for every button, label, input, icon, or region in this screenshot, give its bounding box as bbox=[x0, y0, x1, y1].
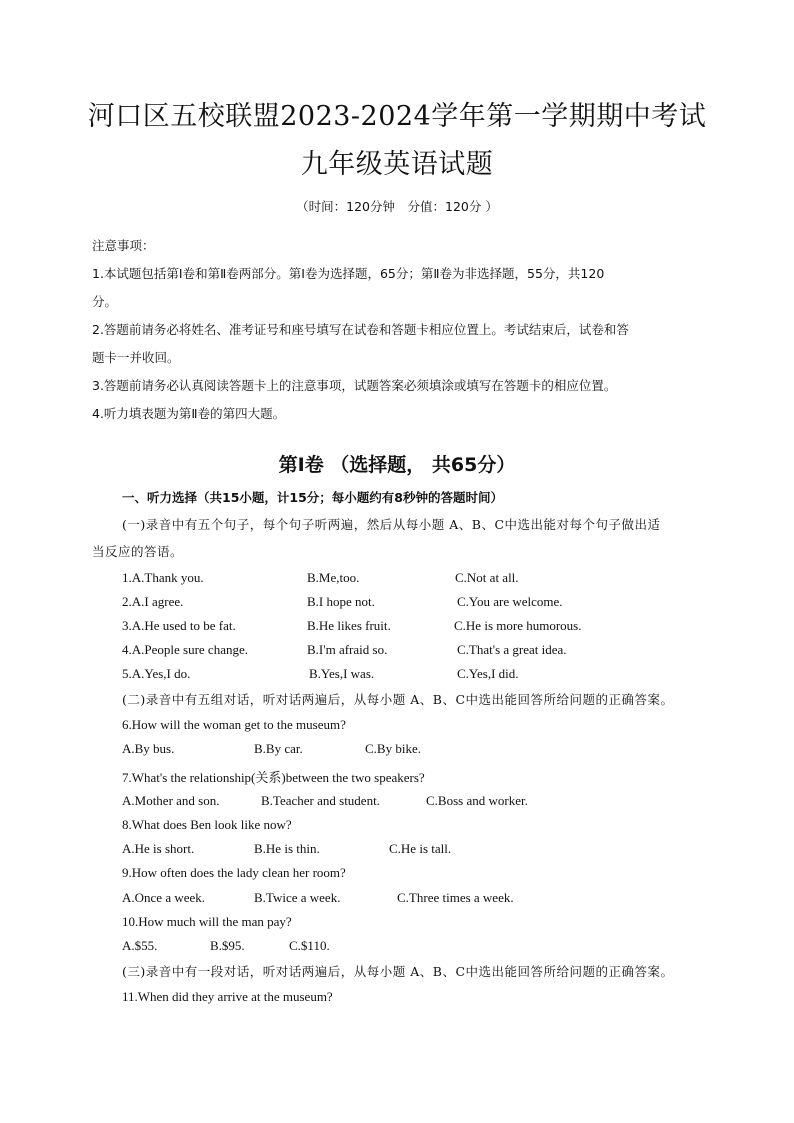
sub-2-instruction: (二)录音中有五组对话，听对话两遍后，从每小题 A、B、C中选出能回答所给问题的正确答案。 bbox=[122, 692, 674, 707]
exam-subtitle: 九年级英语试题 bbox=[300, 149, 494, 180]
note-1: 1.本试题包括第Ⅰ卷和第Ⅱ卷两部分。第Ⅰ卷为选择题，65分；第Ⅱ卷为非选择题，55分，共120 bbox=[92, 266, 605, 281]
q11-stem: 11.When did they arrive at the museum? bbox=[122, 989, 333, 1004]
q10-stem: 10.How much will the man pay? bbox=[122, 914, 292, 929]
q8-stem: 8.What does Ben look like now? bbox=[122, 817, 292, 832]
q10-option-c: C.$110. bbox=[289, 938, 330, 953]
q3-option-c: C.He is more humorous. bbox=[454, 618, 582, 633]
q8-option-b: B.He is thin. bbox=[254, 841, 320, 856]
note-4: 4.听力填表题为第Ⅱ卷的第四大题。 bbox=[92, 406, 286, 421]
q9-option-a: A.Once a week. bbox=[122, 890, 206, 905]
q4-option-b: B.I'm afraid so. bbox=[307, 642, 388, 657]
q9-stem: 9.How often does the lady clean her room? bbox=[122, 865, 346, 880]
q6-option-a: A.By bus. bbox=[122, 741, 175, 756]
q1-option-c: C.Not at all. bbox=[455, 570, 519, 585]
q8-option-c: C.He is tall. bbox=[389, 841, 452, 856]
exam-title: 河口区五校联盟2023-2024学年第一学期期中考试 bbox=[87, 101, 707, 132]
q4-option-a: 4.A.People sure change. bbox=[122, 642, 248, 657]
q2-option-a: 2.A.I agree. bbox=[122, 594, 184, 609]
q5-option-a: 5.A.Yes,I do. bbox=[122, 666, 191, 681]
q3-option-a: 3.A.He used to be fat. bbox=[122, 618, 236, 633]
notes-heading: 注意事项： bbox=[92, 238, 155, 253]
sub-3-instruction: (三)录音中有一段对话，听对话两遍后，从每小题 A、B、C中选出能回答所给问题的正确答案。 bbox=[122, 964, 674, 979]
q7-option-b: B.Teacher and student. bbox=[261, 793, 380, 808]
q7-option-c: C.Boss and worker. bbox=[426, 793, 528, 808]
section-1-title: 第Ⅰ卷 （选择题， 共65分） bbox=[278, 454, 516, 476]
sub-1-instruction: (一)录音中有五个句子，每个句子听两遍，然后从每小题 A、B、C中选出能对每个句子做出适 bbox=[122, 517, 661, 532]
q10-option-b: B.$95. bbox=[210, 938, 245, 953]
q2-option-c: C.You are welcome. bbox=[457, 594, 563, 609]
note-2-cont: 题卡一并收回。 bbox=[92, 350, 180, 365]
note-1-cont: 分。 bbox=[92, 294, 118, 309]
q7-option-a: A.Mother and son. bbox=[122, 793, 220, 808]
part-1-heading: 一、听力选择（共15小题，计15分；每小题约有8秒钟的答题时间） bbox=[122, 490, 503, 505]
note-3: 3.答题前请务必认真阅读答题卡上的注意事项，试题答案必须填涂或填写在答题卡的相应位置。 bbox=[92, 378, 617, 393]
q5-option-b: B.Yes,I was. bbox=[309, 666, 375, 681]
q6-stem: 6.How will the woman get to the museum? bbox=[122, 717, 346, 732]
sub-1-instruction-cont: 当反应的答语。 bbox=[92, 544, 184, 559]
q10-option-a: A.$55. bbox=[122, 938, 158, 953]
q1-option-a: 1.A.Thank you. bbox=[122, 570, 204, 585]
note-2: 2.答题前请务必将姓名、准考证号和座号填写在试卷和答题卡相应位置上。考试结束后，试卷和答 bbox=[92, 322, 629, 337]
q2-option-b: B.I hope not. bbox=[307, 594, 375, 609]
q4-option-c: C.That's a great idea. bbox=[457, 642, 567, 657]
exam-meta: （时间：120分钟 分值：120分 ） bbox=[296, 199, 498, 214]
q9-option-b: B.Twice a week. bbox=[254, 890, 341, 905]
q7-stem: 7.What's the relationship(关系)between the two speakers? bbox=[122, 770, 425, 785]
q9-option-c: C.Three times a week. bbox=[397, 890, 514, 905]
q8-option-a: A.He is short. bbox=[122, 841, 195, 856]
q6-option-b: B.By car. bbox=[254, 741, 303, 756]
q1-option-b: B.Me,too. bbox=[307, 570, 360, 585]
q3-option-b: B.He likes fruit. bbox=[307, 618, 391, 633]
q5-option-c: C.Yes,I did. bbox=[457, 666, 519, 681]
q6-option-c: C.By bike. bbox=[365, 741, 421, 756]
